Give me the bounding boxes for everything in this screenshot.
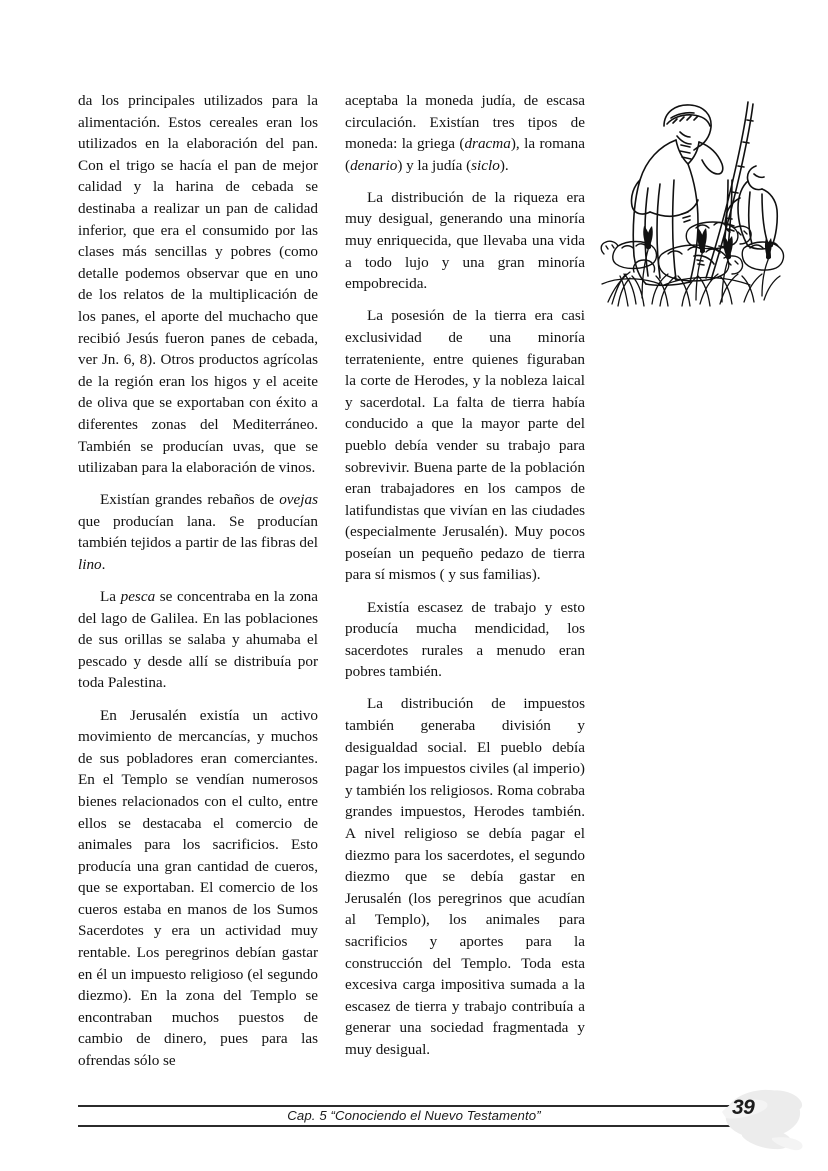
text-column-right <box>345 90 585 1061</box>
page-footer <box>0 1098 828 1138</box>
shepherds-illustration <box>598 88 786 368</box>
footer-rule-bottom <box>78 1125 750 1127</box>
paragraph: da los principales utilizados para la alimentación. Estos cereales eran los utilizados en la elaboración del pan. Con el trigo se hacía el pan de mejor calidad y la harina de cebada se destinaba a realizar un pan de calidad inferior, que era el consumido por las clases más sencillas y pobres (como detalle podemos observar que en uno de los relatos de la multiplicación de los panes, el aporte del muchacho que recibió Jesús fueron panes de cebada, ver Jn. 6, 8). Otros productos agrícolas de la región eran los higos y el aceite de oliva que se exportaban con éxito a diferentes zonas del Mediterráneo. También se producían uvas, que se utilizaban para la elaboración de vinos. <box>78 92 318 477</box>
paragraph: La distribución de impuestos también generaba división y desigualdad social. El pueblo debía pagar los impuestos civiles (al imperio) y también los religiosos. Roma cobraba grandes impuestos, Herodes también. A nivel religioso se debía pagar el diezmo para los sacerdotes, el segundo diezmo que se debía gastar en Jerusalén (los peregrinos que acudían al Templo), los animales para sacrificios y aportes para la construcción del Templo. Toda esta excesiva carga impositiva sumada a la escasez de tierra y trabajo contribuía a generar una sociedad fragmentada y muy desigual. <box>345 695 585 1058</box>
emphasis-text: denario <box>350 156 398 174</box>
paragraph: Existía escasez de trabajo y esto producía mucha mendicidad, los sacerdotes rurales a menudo eran pobres también. <box>345 598 585 681</box>
brush-smudge-graphic <box>716 1084 812 1156</box>
page-number-block <box>716 1084 812 1156</box>
emphasis-text: ovejas <box>279 491 318 509</box>
footer-caption: Cap. 5 “Conociendo el Nuevo Testamento” <box>287 1108 541 1123</box>
page-number: 39 <box>732 1096 755 1119</box>
text-column-left <box>78 90 318 1072</box>
emphasis-text: siclo <box>471 156 500 174</box>
emphasis-text: pesca <box>120 588 156 606</box>
emphasis-text: lino <box>78 555 102 573</box>
emphasis-text: dracma <box>464 135 511 153</box>
paragraph: Existían grandes rebaños de ovejas que producían lana. Se producían también tejidos a partir de las fibras del lino. <box>78 491 318 573</box>
paragraph: La distribución de la riqueza era muy desigual, generando una minoría muy enriquecida, que llevaba una vida a todo lujo y una gran minoría empobrecida. <box>345 188 585 293</box>
paragraph: La pesca se concentraba en la zona del lago de Galilea. En las poblaciones de sus orillas se salaba y ahumaba el pescado y desde allí se distribuía por toda Palestina. <box>78 588 318 692</box>
paragraph: En Jerusalén existía un activo movimiento de mercancías, y muchos de sus pobladores eran comerciantes. En el Templo se vendían numerosos bienes relacionados con el culto, entre ellos se destacaba el comercio de animales para los sacrificios. Esto producía una gran cantidad de cueros, que se exportaban. El comercio de los cueros estaba en manos de los Sumos Sacerdotes y era un actividad muy rentable. Los peregrinos debían gastar en él un impuesto religioso (el segundo diezmo). En la zona del Templo se encontraban muchos puestos de cambio de dinero, pues para las ofrendas sólo se <box>78 706 318 1070</box>
paragraph: aceptaba la moneda judía, de escasa circulación. Existían tres tipos de moneda: la griega (dracma), la romana (denario) y la judía (siclo). <box>345 92 586 174</box>
paragraph: La posesión de la tierra era casi exclusividad de una minoría terrateniente, entre quienes figuraban la corte de Herodes, y la nobleza laical y sacerdotal. La falta de tierra había conducido a que la mayor parte del pueblo debía vender su trabajo para sobrevivir. Buena parte de la población eran trabajadores en los campos de latifundistas que vivían en las ciudades (especialmente Jerusalén). Muy pocos poseían un pequeño pedazo de tierra para sí mismos ( y sus familias). <box>345 307 585 584</box>
